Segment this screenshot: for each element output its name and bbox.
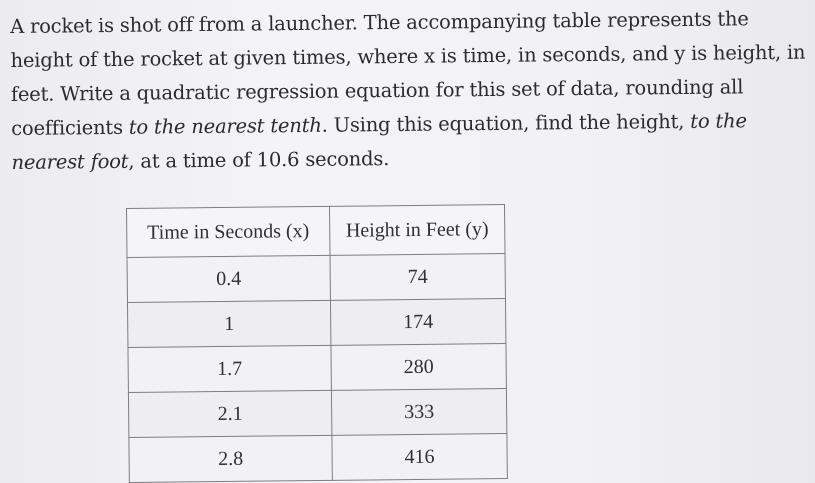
problem-statement	[10, 2, 812, 180]
cell-time: 2.1	[128, 390, 331, 437]
cell-height: 280	[331, 344, 506, 391]
table-row	[127, 299, 505, 348]
cell-height: 174	[330, 299, 505, 346]
table-header-row	[127, 205, 505, 258]
cell-time: 0.4	[127, 255, 330, 302]
cell-height: 416	[332, 434, 507, 481]
problem-emphasis-nearest-foot: to the nearest foot	[11, 109, 747, 174]
table-row	[129, 434, 507, 483]
problem-text-part3: , at a time of 10.6 seconds.	[128, 147, 390, 173]
cell-time: 1	[127, 300, 330, 347]
header-height-feet: Height in Feet (y)	[329, 205, 505, 256]
cell-height: 74	[330, 254, 505, 301]
problem-text-part2: . Using this equation, find the height,	[321, 109, 691, 137]
table-row	[128, 389, 506, 438]
data-table	[126, 204, 508, 483]
cell-time: 2.8	[129, 435, 332, 482]
table-row	[128, 344, 506, 393]
table-row	[127, 254, 505, 303]
cell-time: 1.7	[128, 345, 331, 392]
problem-text-part1: A rocket is shot off from a launcher. The accompanying table represents the height of the rocket at given times, where x is time, in seconds, and y is height, in feet. Write a quadratic regression equation for this set of data, rounding all coefficients	[10, 7, 806, 140]
data-table-container	[126, 204, 508, 483]
cell-height: 333	[331, 389, 506, 436]
header-time-seconds: Time in Seconds (x)	[127, 206, 331, 257]
problem-emphasis-rounding: to the nearest tenth	[128, 113, 322, 139]
